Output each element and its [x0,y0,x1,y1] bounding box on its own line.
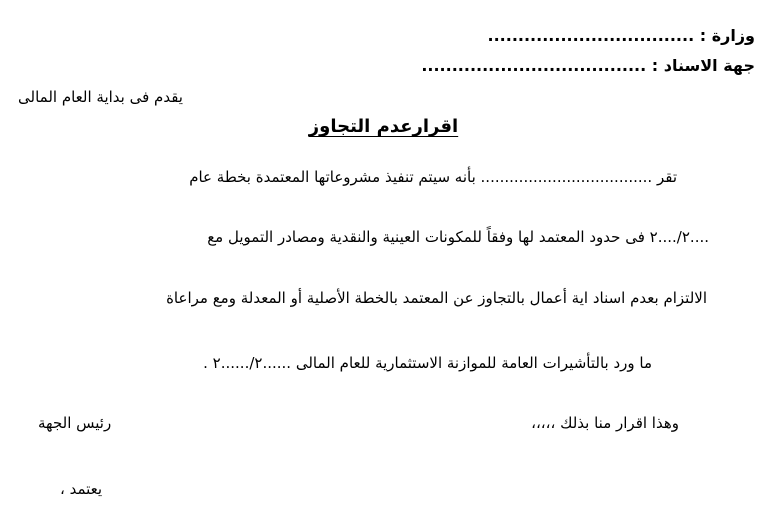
assigning-authority-field: جهة الاسناد : ..................................... [421,56,755,75]
approval-label: يعتمد ، [60,480,103,498]
declaration-line-4: ما ورد بالتأشيرات العامة للموازنة الاستثمارية للعام المالى ......٢/......٢ . [203,354,652,372]
declaration-line-2: ....٢/....٢ فى حدود المعتمد لها وفقاً للمكونات العينية والنقدية ومصادر التمويل مع [207,228,709,246]
head-of-authority-label: رئيس الجهة [38,414,112,432]
document-title: اقرارعدم التجاوز [308,116,459,137]
declaration-line-1: تقر .................................... بأنه سيتم تنفيذ مشروعاتها المعتمدة بخطة عام [189,168,677,186]
submission-note: يقدم فى بداية العام المالى [18,88,183,106]
confirmation-statement: وهذا اقرار منا بذلك ،،،،، [531,414,679,432]
ministry-field: وزارة : .................................. [487,26,755,45]
declaration-line-3: الالتزام بعدم اسناد اية أعمال بالتجاوز عن المعتمد بالخطة الأصلية أو المعدلة ومع مراعاة [166,289,707,307]
